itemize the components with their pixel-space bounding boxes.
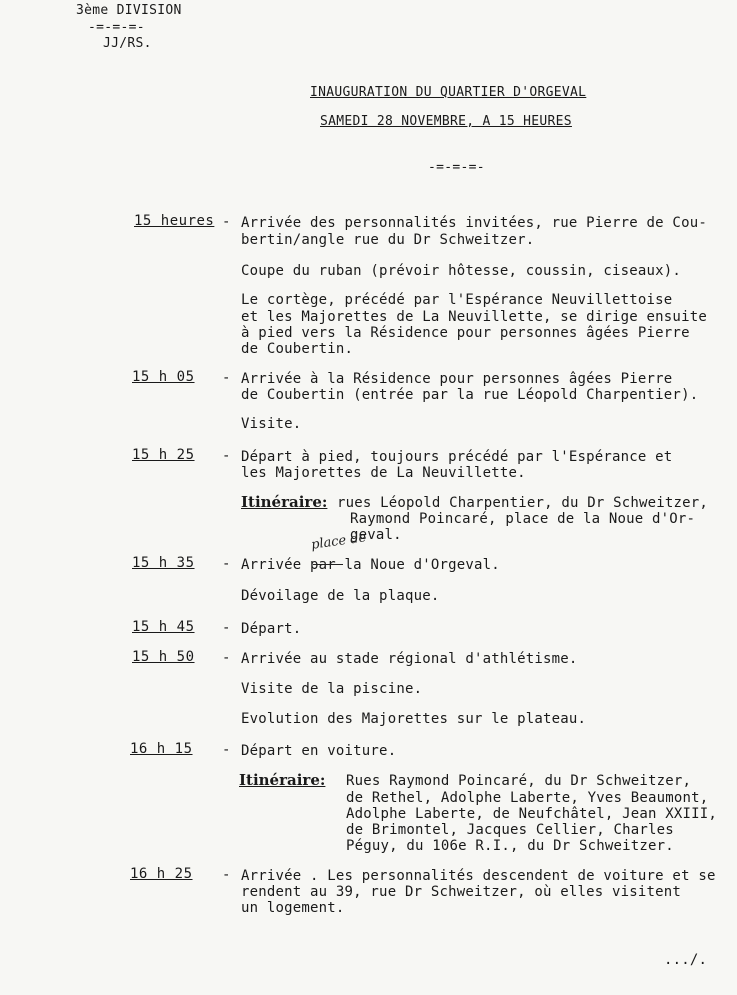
document-title: INAUGURATION DU QUARTIER D'ORGEVAL: [310, 85, 587, 100]
entry-text-line: rendent au 39, rue Dr Schweitzer, où elles visitent: [241, 884, 682, 900]
entry-text-line: et les Majorettes de La Neuvillette, se dirige ensuite: [241, 309, 707, 325]
entry-text-line: Arrivée à la Résidence pour personnes âgées Pierre: [241, 371, 673, 387]
entry-text-line: Arrivée des personnalités invitées, rue Pierre de Cou-: [241, 215, 707, 231]
entry-text-line: Arrivée par la Noue d'Orgeval.: [241, 557, 500, 573]
title-separator: -=-=-=-: [428, 160, 485, 175]
entry-time: 15 h 05: [132, 369, 195, 385]
entry-time: 15 h 25: [132, 447, 195, 463]
handwritten-correction: place de: [310, 530, 368, 553]
entry-text-line: bertin/angle rue du Dr Schweitzer.: [241, 232, 535, 248]
entry-text-line: de Coubertin (entrée par la rue Léopold Charpentier).: [241, 387, 699, 403]
itinerary-line: Adolphe Laberte, de Neufchâtel, Jean XXIII,: [346, 806, 718, 822]
entry-dash: -: [222, 867, 231, 883]
entry-dash: -: [222, 370, 231, 386]
entry-time: 16 h 25: [130, 866, 193, 882]
entry-text-line: Arrivée au stade régional d'athlétisme.: [241, 651, 578, 667]
entry-text-line: Dévoilage de la plaque.: [241, 588, 440, 604]
itinerary-line: geval.: [350, 527, 402, 543]
itinerary-line: de Brimontel, Jacques Cellier, Charles: [346, 822, 674, 838]
entry-text-line: de Coubertin.: [241, 341, 354, 357]
document-subtitle: SAMEDI 28 NOVEMBRE, A 15 HEURES: [320, 114, 572, 129]
itinerary-line: Raymond Poincaré, place de la Noue d'Or-: [350, 511, 696, 527]
header-rule: -=-=-=-: [88, 20, 145, 35]
itinerary-line: Péguy, du 106e R.I., du Dr Schweitzer.: [346, 838, 674, 854]
entry-time: 15 heures: [134, 213, 215, 229]
itinerary-line: de Rethel, Adolphe Laberte, Yves Beaumont,: [346, 790, 709, 806]
entry-dash: -: [222, 620, 231, 636]
entry-dash: -: [222, 214, 231, 230]
itinerary-line: Rues Raymond Poincaré, du Dr Schweitzer,: [346, 773, 692, 789]
entry-time: 16 h 15: [130, 741, 193, 757]
entry-time: 15 h 50: [132, 649, 195, 665]
continued-marker: .../.: [664, 952, 708, 968]
itinerary-label: Itinéraire:: [241, 493, 328, 511]
entry-text-line: Visite.: [241, 416, 302, 432]
division-label: 3ème DIVISION: [76, 3, 182, 18]
entry-time: 15 h 45: [132, 619, 195, 635]
entry-dash: -: [222, 650, 231, 666]
strikethrough-mark: [313, 564, 343, 565]
reference-code: JJ/RS.: [103, 36, 152, 51]
entry-text-line: Evolution des Majorettes sur le plateau.: [241, 711, 587, 727]
itinerary-line: rues Léopold Charpentier, du Dr Schweitzer,: [337, 495, 709, 511]
entry-text-line: Coupe du ruban (prévoir hôtesse, coussin, ciseaux).: [241, 263, 682, 279]
entry-dash: -: [222, 556, 231, 572]
entry-dash: -: [222, 448, 231, 464]
entry-text-line: Départ en voiture.: [241, 743, 397, 759]
entry-text-line: les Majorettes de La Neuvillette.: [241, 465, 526, 481]
itinerary-label: Itinéraire:: [239, 771, 326, 789]
entry-text-line: Départ.: [241, 621, 302, 637]
entry-text-line: Départ à pied, toujours précédé par l'Espérance et: [241, 449, 673, 465]
entry-text-line: Visite de la piscine.: [241, 681, 423, 697]
entry-text-line: un logement.: [241, 900, 345, 916]
entry-text-line: à pied vers la Résidence pour personnes âgées Pierre: [241, 325, 690, 341]
entry-text-line: Le cortège, précédé par l'Espérance Neuvillettoise: [241, 292, 673, 308]
entry-text-line: Arrivée . Les personnalités descendent de voiture et se: [241, 868, 716, 884]
entry-time: 15 h 35: [132, 555, 195, 571]
entry-dash: -: [222, 742, 231, 758]
